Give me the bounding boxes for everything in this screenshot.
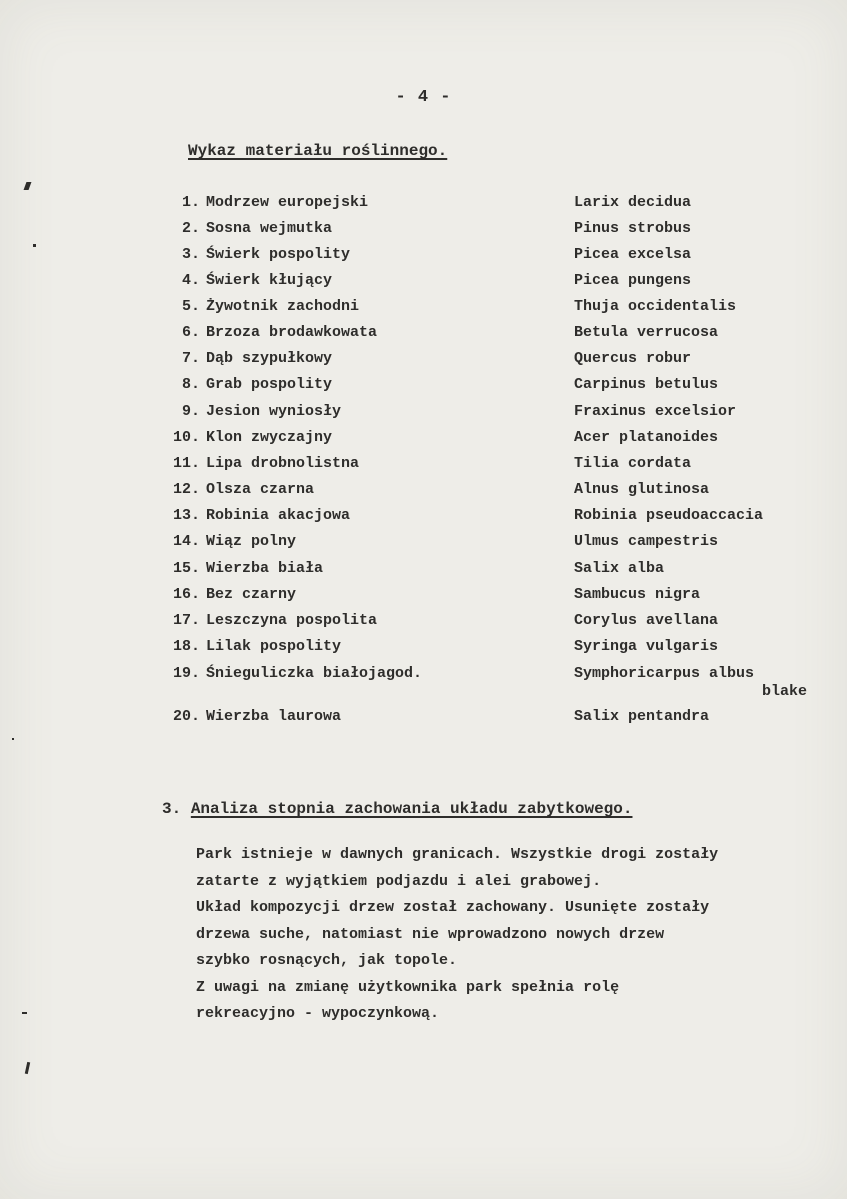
plant-row — [0, 586, 847, 612]
plant-polish-name: Wiąz polny — [206, 533, 297, 550]
plant-row — [0, 665, 847, 700]
plant-row — [0, 376, 847, 402]
paragraph-line: zatarte z wyjątkiem podjazdu i alei grabowej. — [196, 872, 602, 890]
plant-row — [0, 638, 847, 664]
plant-row — [0, 246, 847, 272]
plant-row — [0, 429, 847, 455]
plant-row — [0, 324, 847, 350]
plant-polish-name: Wierzba laurowa — [206, 708, 342, 725]
plant-number: 13. — [172, 507, 200, 524]
plant-number: 16. — [172, 586, 200, 603]
plant-number: 9. — [181, 403, 200, 420]
plant-latin-name: Betula verrucosa — [574, 324, 719, 341]
plant-row — [0, 455, 847, 481]
plant-latin-name: Larix decidua — [574, 194, 692, 211]
plant-polish-name: Żywotnik zachodni — [206, 298, 360, 315]
plant-latin-name: Salix pentandra — [574, 708, 710, 725]
plant-row — [0, 350, 847, 376]
plant-latin-name: Tilia cordata — [574, 455, 692, 472]
plant-number: 5. — [181, 298, 200, 315]
plant-row — [0, 533, 847, 559]
plant-row — [0, 612, 847, 638]
plant-latin-name: Pinus strobus — [574, 220, 692, 237]
plant-latin-name: Alnus glutinosa — [574, 481, 710, 498]
plant-number: 18. — [172, 638, 200, 655]
plant-polish-name: Leszczyna pospolita — [206, 612, 378, 629]
margin-mark — [24, 182, 32, 190]
plant-polish-name: Bez czarny — [206, 586, 297, 603]
plant-latin-name: Corylus avellana — [574, 612, 719, 629]
page-number: - 4 - — [395, 88, 452, 107]
plant-row — [0, 272, 847, 298]
margin-mark — [25, 1062, 30, 1074]
plant-number: 6. — [181, 324, 200, 341]
paragraph-line: szybko rosnących, jak topole. — [196, 952, 458, 969]
plant-number: 19. — [172, 665, 200, 682]
plant-row — [0, 481, 847, 507]
plant-number: 10. — [172, 429, 200, 446]
plant-row — [0, 403, 847, 429]
plant-number: 12. — [172, 481, 200, 498]
plant-row — [0, 194, 847, 220]
plant-latin-name: Fraxinus excelsior — [574, 403, 737, 420]
plant-latin-name: Carpinus betulus — [574, 376, 719, 393]
plant-polish-name: Sosna wejmutka — [206, 220, 333, 237]
plant-polish-name: Klon zwyczajny — [206, 429, 333, 446]
plant-polish-name: Dąb szypułkowy — [206, 350, 333, 367]
paragraph-line: Z uwagi na zmianę użytkownika park spełnia rolę — [196, 978, 620, 996]
plant-polish-name: Robinia akacjowa — [206, 507, 351, 524]
paragraph-line: Park istnieje w dawnych granicach. Wszystkie drogi zostały — [196, 846, 719, 863]
plant-latin-name: Quercus robur — [574, 350, 692, 367]
plant-polish-name: Śnieguliczka białojagod. — [206, 665, 423, 682]
analysis-paragraph — [196, 846, 826, 1032]
plant-number: 8. — [181, 376, 200, 393]
plant-number: 4. — [181, 272, 200, 289]
plant-polish-name: Lilak pospolity — [206, 638, 342, 655]
plant-polish-name: Brzoza brodawkowata — [206, 324, 378, 341]
plant-number: 17. — [172, 612, 200, 629]
list-title: Wykaz materiału roślinnego. — [188, 142, 448, 160]
section-number: 3. — [162, 800, 182, 818]
plant-row — [0, 708, 847, 734]
plant-row — [0, 507, 847, 533]
margin-mark — [22, 1012, 27, 1014]
plant-latin-name: Picea pungens — [574, 272, 692, 289]
plant-latin-extra: blake — [762, 683, 808, 700]
plant-row — [0, 298, 847, 324]
plant-latin-name: Robinia pseudoaccacia — [574, 507, 764, 524]
section-title: Analiza stopnia zachowania układu zabytkowego. — [190, 800, 633, 818]
plant-number: 11. — [172, 455, 200, 472]
plant-number: 3. — [181, 246, 200, 263]
plant-polish-name: Lipa drobnolistna — [206, 455, 360, 472]
plant-row — [0, 560, 847, 586]
plant-latin-name: Acer platanoides — [574, 429, 719, 446]
plant-polish-name: Świerk pospolity — [206, 246, 351, 263]
plant-latin-name: Salix alba — [574, 560, 665, 577]
plant-number: 2. — [181, 220, 200, 237]
plant-number: 7. — [181, 350, 200, 367]
plant-number: 1. — [181, 194, 200, 211]
paragraph-line: rekreacyjno - wypoczynkową. — [196, 1005, 440, 1022]
plant-number: 20. — [172, 708, 200, 725]
plant-polish-name: Grab pospolity — [206, 376, 333, 393]
paragraph-line: drzewa suche, natomiast nie wprowadzono nowych drzew — [196, 925, 665, 943]
plant-latin-name: Symphoricarpus albus — [574, 665, 755, 682]
plant-latin-name: Ulmus campestris — [574, 533, 719, 550]
section-heading — [162, 800, 632, 818]
margin-mark — [33, 244, 36, 247]
plant-polish-name: Wierzba biała — [206, 560, 324, 577]
plant-latin-name: Syringa vulgaris — [574, 638, 719, 655]
plant-number: 14. — [172, 533, 200, 550]
margin-mark — [12, 738, 14, 740]
plant-polish-name: Świerk kłujący — [206, 272, 333, 289]
paragraph-line: Układ kompozycji drzew został zachowany. Usunięte zostały — [196, 899, 710, 916]
plant-latin-name: Sambucus nigra — [574, 586, 701, 603]
plant-latin-name: Picea excelsa — [574, 246, 692, 263]
plant-polish-name: Modrzew europejski — [206, 194, 369, 211]
plant-polish-name: Jesion wyniosły — [206, 403, 342, 420]
plant-latin-name: Thuja occidentalis — [574, 298, 737, 315]
plant-polish-name: Olsza czarna — [206, 481, 315, 498]
plant-row — [0, 220, 847, 246]
plant-number: 15. — [172, 560, 200, 577]
